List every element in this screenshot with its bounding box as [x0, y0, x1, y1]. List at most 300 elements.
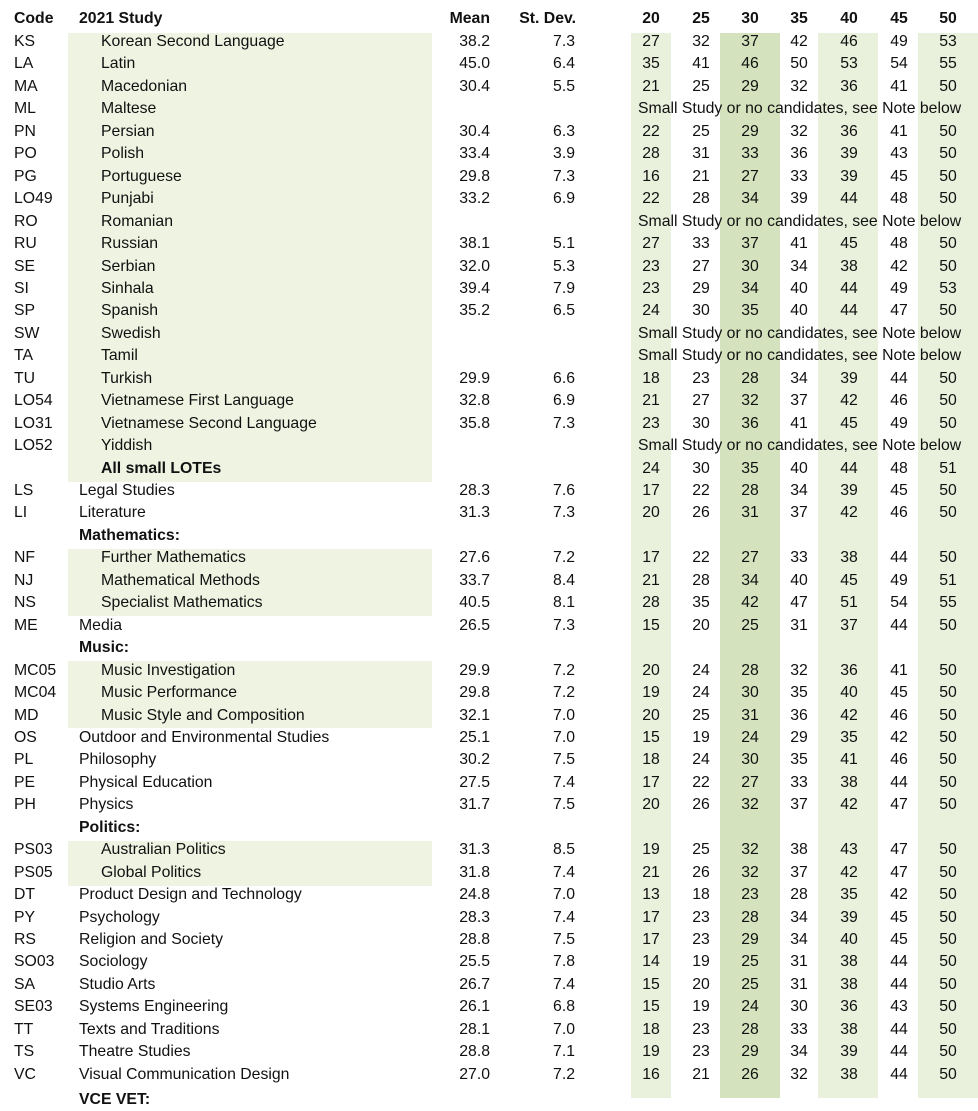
row-score: 47	[890, 796, 908, 814]
row-code: LO49	[14, 190, 53, 208]
row-sd: 5.3	[553, 257, 575, 275]
row-score: 31	[741, 706, 759, 724]
row-score: 45	[890, 684, 908, 702]
row-sd: 6.6	[553, 369, 575, 387]
row-code: SE03	[14, 998, 53, 1016]
row-score: 47	[890, 841, 908, 859]
row-score: 44	[890, 953, 908, 971]
row-score: 50	[939, 302, 957, 320]
row-code: PG	[14, 167, 37, 185]
row-code: MC04	[14, 684, 57, 702]
row-score: 47	[890, 302, 908, 320]
row-score: 49	[890, 279, 908, 297]
row-score: 36	[741, 414, 759, 432]
row-score: 55	[939, 55, 957, 73]
row-score: 35	[840, 886, 858, 904]
row-score: 34	[790, 369, 808, 387]
row-score: 15	[642, 975, 660, 993]
row-code: VC	[14, 1065, 36, 1083]
row-study: Swedish	[101, 324, 161, 342]
row-score: 35	[692, 594, 710, 612]
table-row	[0, 727, 978, 749]
row-code: PL	[14, 751, 34, 769]
row-sd: 7.0	[553, 886, 575, 904]
row-score: 19	[692, 728, 710, 746]
row-study: Korean Second Language	[101, 33, 285, 50]
row-score: 25	[692, 706, 710, 724]
row-score: 33	[790, 1020, 808, 1038]
row-code: OS	[14, 728, 37, 746]
row-score: 23	[692, 1043, 710, 1061]
row-sd: 7.4	[553, 975, 575, 993]
table-row	[0, 143, 978, 165]
row-score: 39	[840, 167, 858, 185]
table-row	[0, 660, 978, 682]
row-score: 34	[741, 279, 759, 297]
row-code: MD	[14, 706, 39, 724]
table-row	[0, 1041, 978, 1063]
row-score: 29	[790, 728, 808, 746]
row-study: Philosophy	[79, 751, 157, 769]
row-sd: 6.9	[553, 392, 575, 410]
row-code: KS	[14, 33, 36, 50]
row-score: 50	[939, 257, 957, 275]
row-code: SO03	[14, 953, 55, 971]
row-sd: 7.5	[553, 796, 575, 814]
row-score: 21	[692, 1065, 710, 1083]
row-score: 29	[741, 77, 759, 95]
row-score: 44	[890, 975, 908, 993]
header-score-20: 20	[642, 10, 660, 27]
row-study: Maltese	[101, 100, 157, 118]
row-code: NS	[14, 594, 36, 612]
row-score: 26	[692, 863, 710, 881]
table-row	[0, 300, 978, 322]
table-row	[0, 458, 978, 480]
table-row	[0, 817, 978, 839]
row-score: 37	[790, 796, 808, 814]
row-sd: 7.1	[553, 1043, 575, 1061]
row-score: 17	[642, 908, 660, 926]
row-score: 34	[790, 482, 808, 499]
row-score: 35	[790, 684, 808, 702]
row-score: 45	[890, 167, 908, 185]
row-score: 37	[790, 863, 808, 881]
row-score: 42	[840, 796, 858, 814]
row-sd: 5.1	[553, 235, 575, 253]
row-score: 39	[840, 1043, 858, 1061]
table-row	[0, 772, 978, 794]
row-code: SP	[14, 302, 36, 320]
table-row	[0, 1019, 978, 1041]
row-score: 50	[939, 482, 957, 499]
row-score: 19	[642, 684, 660, 702]
row-study: All small LOTEs	[101, 459, 222, 477]
row-mean: 45.0	[459, 55, 490, 73]
row-score: 24	[692, 751, 710, 769]
row-score: 34	[790, 931, 808, 948]
row-score: 50	[939, 1043, 957, 1061]
row-score: 27	[642, 33, 660, 50]
row-score: 51	[939, 459, 957, 477]
row-study: Legal Studies	[79, 482, 175, 499]
row-code: SW	[14, 324, 40, 342]
row-score: 38	[840, 1065, 858, 1083]
row-score: 39	[840, 482, 858, 499]
row-score: 23	[642, 414, 660, 432]
row-score: 32	[741, 392, 759, 410]
row-score: 23	[692, 369, 710, 387]
row-score: 40	[840, 931, 858, 948]
row-mean: 28.8	[459, 931, 490, 948]
table-row	[0, 615, 978, 637]
row-code: TU	[14, 369, 36, 387]
row-score: 33	[790, 773, 808, 791]
row-code: SE	[14, 257, 36, 275]
row-score: 22	[692, 549, 710, 567]
row-score: 44	[890, 1065, 908, 1083]
row-score: 41	[790, 414, 808, 432]
table-row	[0, 98, 978, 120]
row-score: 27	[642, 235, 660, 253]
row-note: Small Study or no candidates, see Note below	[638, 100, 962, 118]
row-score: 16	[642, 167, 660, 185]
row-mean: 32.1	[459, 706, 490, 724]
row-score: 17	[642, 773, 660, 791]
row-code: SI	[14, 279, 29, 297]
row-score: 28	[741, 1020, 759, 1038]
row-study: Music Style and Composition	[101, 706, 305, 724]
row-score: 50	[939, 706, 957, 724]
row-study: Media	[79, 616, 123, 634]
row-study: Serbian	[101, 257, 156, 275]
row-score: 36	[840, 661, 858, 679]
row-score: 23	[741, 886, 759, 904]
row-study: Physical Education	[79, 773, 213, 791]
row-mean: 29.8	[459, 167, 490, 185]
table-row	[0, 233, 978, 255]
row-sd: 8.5	[553, 841, 575, 859]
row-score: 42	[840, 863, 858, 881]
row-score: 19	[692, 953, 710, 971]
row-mean: 29.9	[459, 369, 490, 387]
row-score: 42	[840, 392, 858, 410]
row-sd: 7.3	[553, 33, 575, 50]
row-mean: 31.3	[459, 841, 490, 859]
row-score: 27	[741, 773, 759, 791]
row-sd: 7.3	[553, 616, 575, 634]
row-score: 32	[790, 661, 808, 679]
row-study: Physics	[79, 796, 134, 814]
row-score: 26	[741, 1065, 759, 1083]
row-code: TA	[14, 347, 34, 365]
table-row	[0, 592, 978, 614]
row-score: 32	[741, 841, 759, 859]
row-study: Further Mathematics	[101, 549, 246, 567]
row-score: 50	[939, 953, 957, 971]
row-study: Politics:	[79, 818, 141, 836]
row-score: 47	[790, 594, 808, 612]
row-score: 21	[642, 863, 660, 881]
row-score: 48	[890, 459, 908, 477]
row-score: 23	[642, 279, 660, 297]
row-score: 21	[642, 392, 660, 410]
row-score: 40	[790, 459, 808, 477]
row-score: 40	[840, 684, 858, 702]
row-score: 48	[890, 190, 908, 208]
row-score: 28	[790, 886, 808, 904]
row-score: 29	[741, 1043, 759, 1061]
table-row	[0, 884, 978, 906]
row-score: 44	[890, 369, 908, 387]
row-note: Small Study or no candidates, see Note below	[638, 324, 962, 342]
row-score: 23	[692, 908, 710, 926]
header-score-50: 50	[939, 10, 957, 27]
table-row	[0, 368, 978, 390]
row-score: 30	[741, 257, 759, 275]
row-sd: 7.9	[553, 279, 575, 297]
row-score: 45	[840, 571, 858, 589]
row-score: 47	[890, 863, 908, 881]
table-row	[0, 705, 978, 727]
row-score: 28	[741, 482, 759, 499]
row-score: 24	[692, 661, 710, 679]
row-note: Small Study or no candidates, see Note below	[638, 347, 962, 365]
row-mean: 38.2	[459, 33, 490, 50]
header-score-40: 40	[840, 10, 858, 27]
row-study: Tamil	[101, 347, 138, 365]
row-score: 51	[939, 571, 957, 589]
row-score: 46	[890, 751, 908, 769]
row-mean: 25.1	[459, 728, 490, 746]
row-score: 40	[790, 279, 808, 297]
table-row	[0, 188, 978, 210]
row-score: 34	[741, 190, 759, 208]
row-study: Specialist Mathematics	[101, 594, 263, 612]
row-score: 27	[741, 549, 759, 567]
row-code: PN	[14, 122, 36, 140]
row-score: 50	[939, 931, 957, 948]
row-mean: 29.9	[459, 661, 490, 679]
header-sd: St. Dev.	[519, 10, 576, 27]
table-row	[0, 53, 978, 75]
row-score: 50	[939, 77, 957, 95]
row-score: 35	[741, 302, 759, 320]
row-score: 37	[741, 33, 759, 50]
row-score: 42	[741, 594, 759, 612]
row-score: 50	[939, 122, 957, 140]
row-score: 30	[741, 751, 759, 769]
row-note: Small Study or no candidates, see Note below	[638, 212, 962, 230]
header-score-35: 35	[790, 10, 808, 27]
row-score: 26	[692, 796, 710, 814]
row-score: 35	[790, 751, 808, 769]
row-score: 41	[890, 122, 908, 140]
row-score: 42	[840, 504, 858, 522]
row-study: Systems Engineering	[79, 998, 229, 1016]
row-score: 20	[692, 616, 710, 634]
row-score: 17	[642, 549, 660, 567]
row-sd: 8.1	[553, 594, 575, 612]
row-score: 50	[939, 1065, 957, 1083]
row-score: 32	[741, 796, 759, 814]
row-mean: 39.4	[459, 279, 490, 297]
row-score: 34	[741, 571, 759, 589]
row-code: MA	[14, 77, 38, 95]
row-mean: 30.4	[459, 122, 490, 140]
row-sd: 7.3	[553, 504, 575, 522]
row-mean: 26.7	[459, 975, 490, 993]
row-score: 40	[790, 302, 808, 320]
row-mean: 33.7	[459, 571, 490, 589]
row-score: 24	[692, 684, 710, 702]
row-score: 32	[790, 122, 808, 140]
row-sd: 7.5	[553, 751, 575, 769]
row-score: 31	[790, 616, 808, 634]
row-score: 24	[741, 728, 759, 746]
row-score: 46	[890, 392, 908, 410]
row-score: 51	[840, 594, 858, 612]
row-score: 18	[642, 1020, 660, 1038]
row-score: 24	[741, 998, 759, 1016]
row-score: 30	[692, 302, 710, 320]
row-mean: 28.1	[459, 1020, 490, 1038]
table-row	[0, 502, 978, 524]
row-score: 53	[840, 55, 858, 73]
row-score: 29	[741, 931, 759, 948]
row-mean: 40.5	[459, 594, 490, 612]
row-study: Punjabi	[101, 190, 154, 208]
row-score: 41	[790, 235, 808, 253]
table-row	[0, 121, 978, 143]
row-score: 34	[790, 908, 808, 926]
row-study: Global Politics	[101, 863, 202, 881]
row-score: 33	[741, 145, 759, 163]
row-score: 46	[840, 33, 858, 50]
row-code: TT	[14, 1020, 34, 1038]
row-study: Product Design and Technology	[79, 886, 302, 904]
row-score: 41	[890, 77, 908, 95]
row-score: 35	[642, 55, 660, 73]
row-score: 42	[890, 728, 908, 746]
row-score: 27	[692, 392, 710, 410]
row-score: 18	[692, 886, 710, 904]
row-score: 50	[939, 998, 957, 1016]
row-score: 30	[692, 414, 710, 432]
row-score: 29	[692, 279, 710, 297]
row-score: 19	[642, 841, 660, 859]
table-row	[0, 278, 978, 300]
row-score: 50	[790, 55, 808, 73]
table-row	[0, 839, 978, 861]
row-score: 48	[890, 235, 908, 253]
row-score: 44	[840, 279, 858, 297]
row-sd: 6.5	[553, 302, 575, 320]
row-score: 44	[890, 549, 908, 567]
row-score: 54	[890, 55, 908, 73]
header-mean: Mean	[449, 10, 490, 27]
table-row	[0, 480, 978, 502]
row-score: 45	[840, 235, 858, 253]
row-study: Sinhala	[101, 279, 154, 297]
row-sd: 7.4	[553, 908, 575, 926]
row-score: 50	[939, 751, 957, 769]
row-mean: 30.4	[459, 77, 490, 95]
row-score: 22	[642, 190, 660, 208]
row-study: Music:	[79, 639, 130, 657]
row-study: Vietnamese First Language	[101, 392, 294, 410]
row-score: 32	[790, 1065, 808, 1083]
row-score: 43	[890, 145, 908, 163]
table-row	[0, 345, 978, 367]
row-score: 32	[790, 77, 808, 95]
row-score: 50	[939, 235, 957, 253]
row-study: Texts and Traditions	[79, 1020, 220, 1038]
row-code: NJ	[14, 571, 34, 589]
row-score: 25	[692, 841, 710, 859]
row-mean: 33.2	[459, 190, 490, 208]
row-sd: 7.6	[553, 482, 575, 499]
row-code: LO54	[14, 392, 53, 410]
row-score: 30	[692, 459, 710, 477]
row-score: 28	[692, 190, 710, 208]
row-score: 50	[939, 167, 957, 185]
row-sd: 6.3	[553, 122, 575, 140]
row-study: Sociology	[79, 953, 148, 971]
row-score: 26	[692, 504, 710, 522]
table-row	[0, 637, 978, 659]
row-score: 41	[692, 55, 710, 73]
row-mean: 27.6	[459, 549, 490, 567]
row-score: 21	[642, 571, 660, 589]
row-score: 45	[840, 414, 858, 432]
row-mean: 27.0	[459, 1065, 490, 1083]
row-study: Spanish	[101, 302, 159, 320]
row-score: 42	[790, 33, 808, 50]
row-study: Australian Politics	[101, 841, 226, 859]
row-score: 34	[790, 257, 808, 275]
row-score: 50	[939, 908, 957, 926]
row-sd: 5.5	[553, 77, 575, 95]
row-study: Polish	[101, 145, 145, 163]
row-code: TS	[14, 1043, 35, 1061]
row-score: 41	[890, 661, 908, 679]
table-row	[0, 974, 978, 996]
row-study: Music Performance	[101, 684, 238, 702]
row-score: 20	[642, 661, 660, 679]
row-score: 20	[642, 504, 660, 522]
row-score: 28	[642, 145, 660, 163]
row-sd: 7.3	[553, 414, 575, 432]
row-code: LO52	[14, 437, 53, 455]
row-score: 41	[840, 751, 858, 769]
table-header	[0, 8, 978, 30]
row-score: 28	[642, 594, 660, 612]
row-score: 24	[642, 302, 660, 320]
header-score-30: 30	[741, 10, 759, 27]
row-sd: 7.2	[553, 1065, 575, 1083]
row-score: 50	[939, 886, 957, 904]
row-score: 18	[642, 751, 660, 769]
row-score: 42	[890, 886, 908, 904]
row-score: 28	[741, 369, 759, 387]
row-sd: 7.4	[553, 773, 575, 791]
row-code: PS05	[14, 863, 53, 881]
row-score: 43	[890, 998, 908, 1016]
row-score: 24	[642, 459, 660, 477]
row-code: LO31	[14, 414, 53, 432]
row-score: 44	[840, 302, 858, 320]
